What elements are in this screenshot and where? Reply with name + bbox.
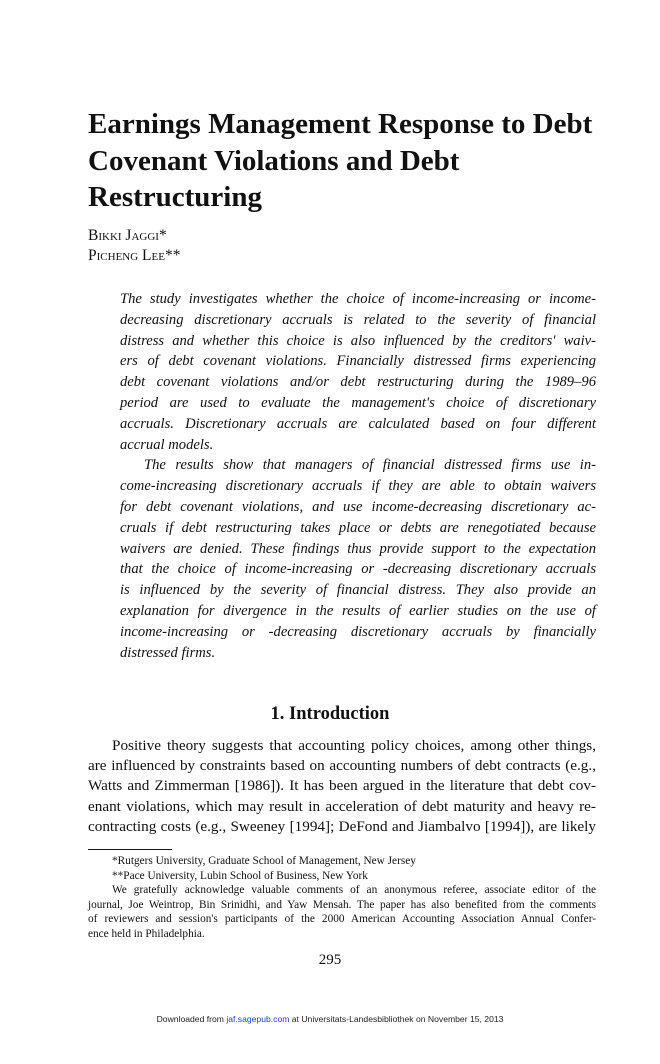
abstract-line: that the choice of income-increasing or -decreasing discretionary accruals bbox=[120, 561, 596, 578]
abstract-line: ers of debt covenant violations. Financially distressed firms experiencing bbox=[120, 353, 596, 370]
title-line: Restructuring bbox=[88, 181, 262, 213]
abstract-line: is influenced by the severity of financial distress. They also provide an bbox=[120, 582, 596, 599]
author: Picheng Lee** bbox=[88, 247, 181, 264]
title-line: Covenant Violations and Debt bbox=[88, 144, 460, 177]
body-text bbox=[88, 736, 596, 837]
footnote-line: journal, Joe Weintrop, Bin Srinidhi, and Yaw Mensah. The paper has also benefited from the comments bbox=[88, 898, 596, 911]
page-number: 295 bbox=[318, 952, 342, 968]
abstract-line: The study investigates whether the choice of income-increasing or income- bbox=[120, 291, 596, 307]
download-suffix: at Universitats-Landesbibliothek on November 15, 2013 bbox=[289, 1014, 504, 1024]
download-notice bbox=[0, 1014, 660, 1024]
abstract-line: The results show that managers of financial distressed firms use in- bbox=[144, 457, 596, 474]
download-prefix: Downloaded from bbox=[156, 1014, 227, 1024]
body-line: are influenced by constraints based on accounting numbers of debt contracts (e.g., bbox=[88, 757, 596, 775]
journal-link[interactable]: jaf.sagepub.com bbox=[226, 1014, 290, 1024]
footnote-rule bbox=[88, 849, 172, 850]
footnote-line: We gratefully acknowledge valuable comments of an anonymous referee, associate editor of the bbox=[112, 884, 596, 897]
abstract-line: for debt covenant violations, and use income-decreasing discretionary ac- bbox=[120, 498, 596, 515]
footnotes bbox=[88, 854, 596, 942]
body-line: contracting costs (e.g., Sweeney [1994]; DeFond and Jiambalvo [1994]), are likely bbox=[88, 817, 596, 835]
footnote-line: **Pace University, Lubin School of Business, New York bbox=[112, 869, 368, 882]
footnote-line: of reviewers and session's participants of the 2000 American Accounting Association Annual Confer- bbox=[88, 913, 596, 926]
abstract-line: accrual models. bbox=[120, 436, 214, 453]
section-heading: 1. Introduction bbox=[270, 704, 390, 724]
abstract bbox=[120, 289, 596, 663]
abstract-line: decreasing discretionary accruals is related to the severity of financial bbox=[120, 311, 596, 328]
abstract-line: debt covenant violations and/or debt restructuring during the 1989–96 bbox=[120, 374, 596, 391]
abstract-line: explanation for divergence in the results of earlier studies on the use of bbox=[120, 602, 596, 619]
author: Bikki Jaggi* bbox=[88, 227, 167, 244]
abstract-line: period are used to evaluate the management's choice of discretionary bbox=[120, 394, 596, 411]
paper-title bbox=[88, 106, 608, 216]
body-line: Watts and Zimmerman [1986]). It has been argued in the literature that debt cov- bbox=[88, 777, 596, 795]
body-line: enant violations, which may result in acceleration of debt maturity and heavy re- bbox=[88, 797, 596, 815]
footnote-line: ence held in Philadelphia. bbox=[88, 927, 205, 940]
abstract-line: waivers are denied. These findings thus provide support to the expectation bbox=[120, 540, 596, 557]
footnote-line: *Rutgers University, Graduate School of Management, New Jersey bbox=[112, 855, 416, 867]
title-line: Earnings Management Response to Debt bbox=[88, 108, 593, 140]
authors bbox=[88, 226, 180, 266]
abstract-line: cruals if debt restructuring takes place or debts are renegotiated because bbox=[120, 519, 596, 536]
abstract-line: distress and whether this choice is also influenced by the creditors' waiv- bbox=[120, 332, 596, 349]
body-line: Positive theory suggests that accounting policy choices, among other things, bbox=[112, 737, 596, 754]
abstract-line: income-increasing or -decreasing discretionary accruals by financially bbox=[120, 623, 596, 640]
abstract-line: accruals. Discretionary accruals are calculated based on four different bbox=[120, 415, 596, 432]
abstract-line: come-increasing discretionary accruals if they are able to obtain waivers bbox=[120, 478, 596, 495]
abstract-line: distressed firms. bbox=[120, 644, 216, 661]
